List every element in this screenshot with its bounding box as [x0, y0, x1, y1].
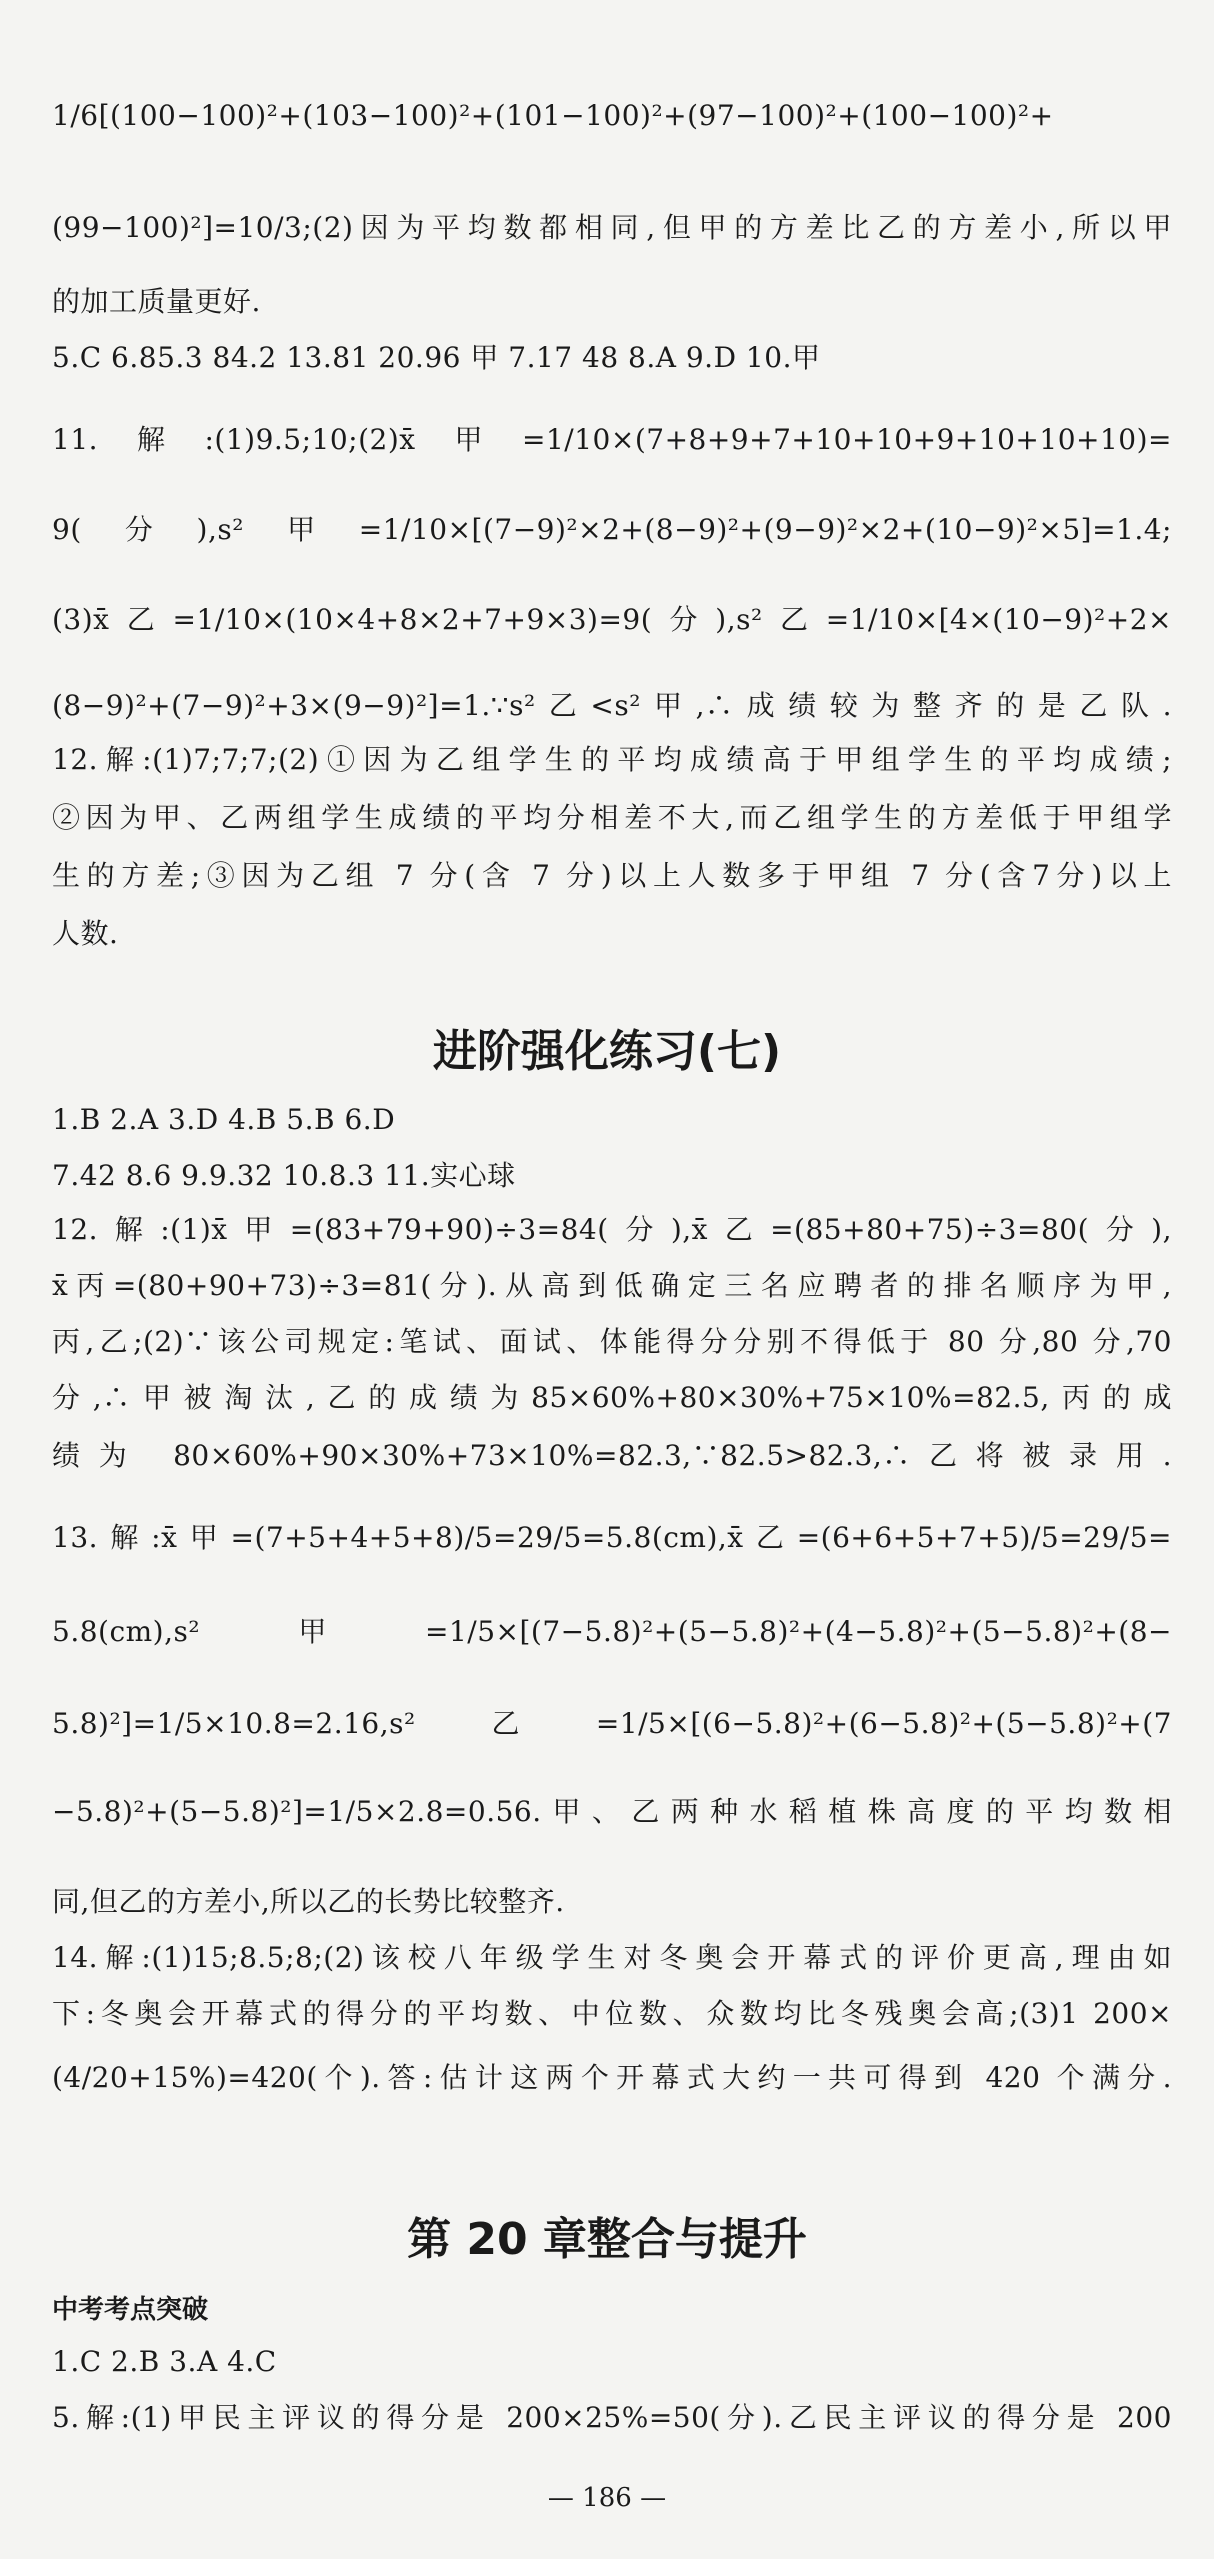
text-line: 生的方差;③因为乙组 7 分(含 7 分)以上人数多于甲组 7 分(含7分)以上 [52, 859, 1172, 892]
text-line: ②因为甲、乙两组学生成绩的平均分相差不大,而乙组学生的方差低于甲组学 [52, 801, 1172, 834]
text-line: 下:冬奥会开幕式的得分的平均数、中位数、众数均比冬残奥会高;(3)1 200× [52, 1997, 1172, 2030]
section-heading: 进阶强化练习(七) [432, 1026, 782, 1077]
text-line: 13.解:x̄甲=(7+5+4+5+8)/5=29/5=5.8(cm),x̄乙=(6+6+5+7+5)/5=29/5= [52, 1521, 1172, 1554]
text-line: 人数. [52, 917, 119, 950]
text-line: 同,但乙的方差小,所以乙的长势比较整齐. [52, 1885, 565, 1918]
text-line: 1/6[(100−100)²+(103−100)²+(101−100)²+(97−100)²+(100−100)²+ [52, 99, 1054, 132]
text-line: x̄丙=(80+90+73)÷3=81(分).从高到低确定三名应聘者的排名顺序为甲, [52, 1269, 1172, 1302]
text-line: 1.B 2.A 3.D 4.B 5.B 6.D [52, 1103, 396, 1136]
text-line: 5.8)²]=1/5×10.8=2.16,s²乙=1/5×[(6−5.8)²+(6−5.8)²+(5−5.8)²+(7 [52, 1707, 1172, 1740]
text-line: (3)x̄乙=1/10×(10×4+8×2+7+9×3)=9(分),s²乙=1/10×[4×(10−9)²+2× [52, 603, 1172, 636]
text-line: 5.解:(1)甲民主评议的得分是 200×25%=50(分).乙民主评议的得分是 200 [52, 2401, 1172, 2434]
text-line: 分,∴甲被淘汰,乙的成绩为85×60%+80×30%+75×10%=82.5,丙的成 [52, 1381, 1172, 1414]
text-line: 的加工质量更好. [52, 285, 261, 318]
text-line: 5.C 6.85.3 84.2 13.81 20.96 甲 7.17 48 8.A 9.D 10.甲 [52, 341, 821, 374]
text-line: 绩为 80×60%+90×30%+73×10%=82.3,∵82.5>82.3,∴乙将被录用. [52, 1439, 1172, 1472]
text-line: 1.C 2.B 3.A 4.C [52, 2345, 277, 2378]
text-line: 7.42 8.6 9.9.32 10.8.3 11.实心球 [52, 1159, 516, 1192]
text-line: (4/20+15%)=420(个).答:估计这两个开幕式大约一共可得到 420 个满分. [52, 2061, 1172, 2094]
text-line: (8−9)²+(7−9)²+3×(9−9)²]=1.∵s²乙<s²甲,∴成绩较为整齐的是乙队. [52, 689, 1172, 722]
text-line: 12.解:(1)x̄甲=(83+79+90)÷3=84(分),x̄乙=(85+80+75)÷3=80(分), [52, 1213, 1172, 1246]
page-number: — 186 — [547, 2483, 667, 2513]
text-line: 11.解:(1)9.5;10;(2)x̄甲=1/10×(7+8+9+7+10+10+9+10+10+10)= [52, 423, 1172, 456]
text-line: −5.8)²+(5−5.8)²]=1/5×2.8=0.56.甲、乙两种水稻植株高度的平均数相 [52, 1795, 1172, 1828]
chapter-heading: 第 20 章整合与提升 [407, 2214, 807, 2265]
text-line: 5.8(cm),s²甲=1/5×[(7−5.8)²+(5−5.8)²+(4−5.8)²+(5−5.8)²+(8− [52, 1615, 1172, 1648]
text-line: 12.解:(1)7;7;7;(2)①因为乙组学生的平均成绩高于甲组学生的平均成绩; [52, 743, 1172, 776]
text-line: 14.解:(1)15;8.5;8;(2)该校八年级学生对冬奥会开幕式的评价更高,理由如 [52, 1941, 1172, 1974]
text-line: (99−100)²]=10/3;(2)因为平均数都相同,但甲的方差比乙的方差小,所以甲 [52, 211, 1172, 244]
subsection-heading: 中考考点突破 [52, 2295, 209, 2325]
text-line: 9(分),s²甲=1/10×[(7−9)²×2+(8−9)²+(9−9)²×2+(10−9)²×5]=1.4; [52, 513, 1172, 546]
text-line: 丙,乙;(2)∵该公司规定:笔试、面试、体能得分分别不得低于 80 分,80 分,70 [52, 1325, 1172, 1358]
